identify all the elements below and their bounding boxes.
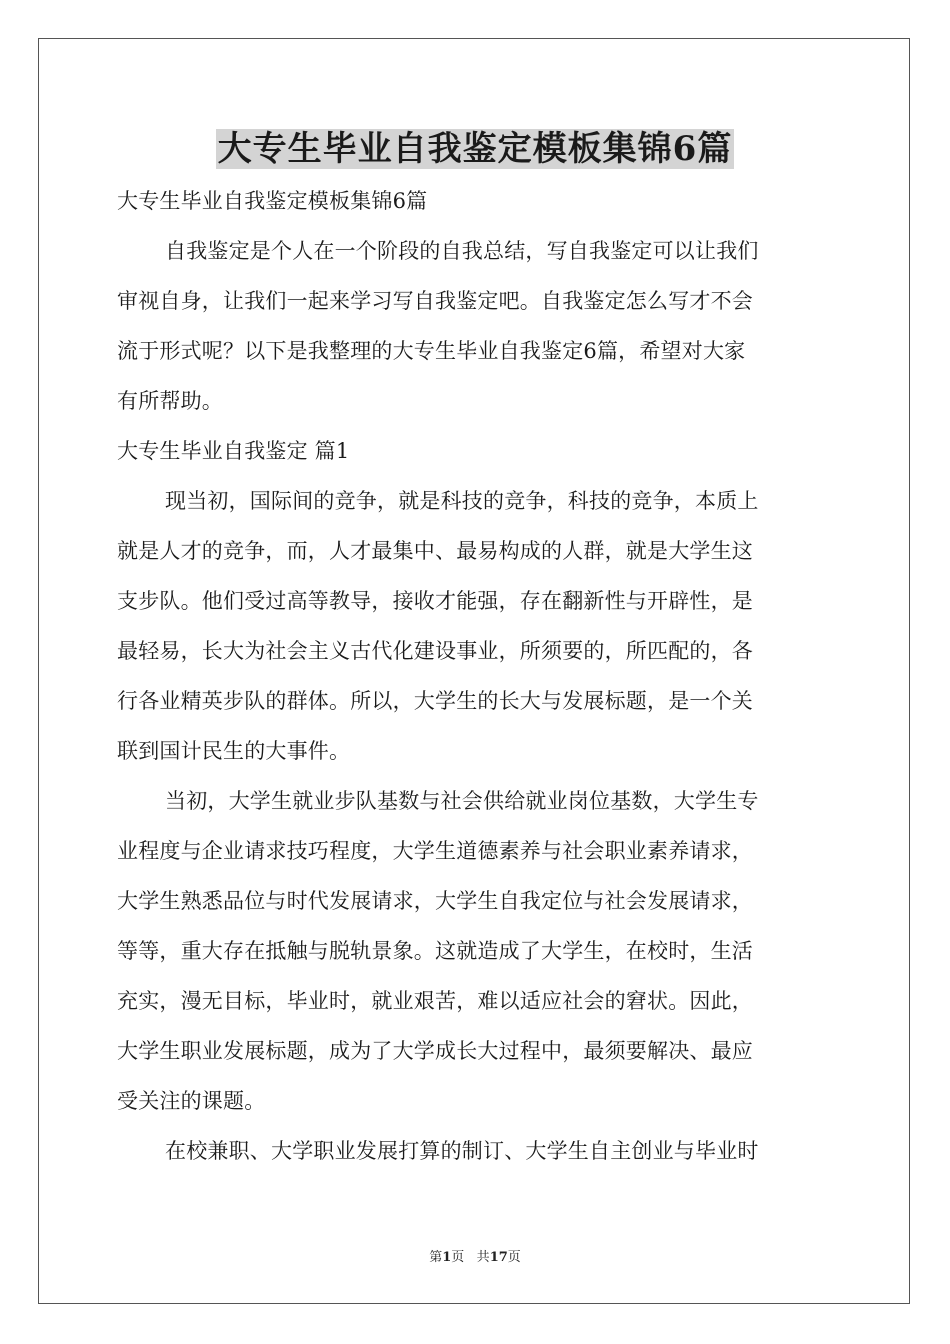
body-line: 自我鉴定是个人在一个阶段的自我总结，写自我鉴定可以让我们 <box>165 239 759 263</box>
section-heading: 大专生毕业自我鉴定 篇1 <box>117 439 350 463</box>
body-line: 在校兼职、大学职业发展打算的制订、大学生自主创业与毕业时 <box>165 1139 759 1163</box>
body-line: 大学生职业发展标题，成为了大学成长大过程中，最须要解决、最应 <box>117 1039 753 1063</box>
body-line: 审视自身，让我们一起来学习写自我鉴定吧。自我鉴定怎么写才不会 <box>117 289 753 313</box>
total-prefix: 共 <box>476 1250 490 1265</box>
page-suffix: 页 <box>451 1250 465 1265</box>
body-line: 当初，大学生就业步队基数与社会供给就业岗位基数，大学生专 <box>165 789 759 813</box>
body-line: 等等，重大存在抵触与脱轨景象。这就造成了大学生，在校时，生活 <box>117 939 753 963</box>
page-prefix: 第 <box>429 1250 443 1265</box>
total-pages: 17 <box>489 1250 508 1265</box>
body-line: 最轻易，长大为社会主义古代化建设事业，所须要的，所匹配的，各 <box>117 639 753 663</box>
body-line: 支步队。他们受过高等教导，接收才能强，存在翻新性与开辟性，是 <box>117 589 753 613</box>
body-line: 大学生熟悉品位与时代发展请求，大学生自我定位与社会发展请求， <box>117 889 753 913</box>
page-footer <box>0 1248 950 1268</box>
body-line: 受关注的课题。 <box>117 1089 266 1113</box>
page-number: 1 <box>442 1250 452 1265</box>
body-line: 业程度与企业请求技巧程度，大学生道德素养与社会职业素养请求， <box>117 839 753 863</box>
total-suffix: 页 <box>507 1250 521 1265</box>
body-line: 就是人才的竞争，而，人才最集中、最易构成的人群，就是大学生这 <box>117 539 753 563</box>
document-subtitle: 大专生毕业自我鉴定模板集锦6篇 <box>117 189 428 213</box>
body-line: 充实，漫无目标，毕业时，就业艰苦，难以适应社会的窘状。因此， <box>117 989 753 1013</box>
body-line: 联到国计民生的大事件。 <box>117 739 351 763</box>
body-line: 现当初，国际间的竞争，就是科技的竞争，科技的竞争，本质上 <box>165 489 759 513</box>
document-title <box>0 126 950 172</box>
body-line: 流于形式呢？以下是我整理的大专生毕业自我鉴定6篇，希望对大家 <box>117 339 746 363</box>
body-line: 有所帮助。 <box>117 389 223 413</box>
document-title-text: 大专生毕业自我鉴定模板集锦6篇 <box>217 129 733 169</box>
body-line: 行各业精英步队的群体。所以，大学生的长大与发展标题，是一个关 <box>117 689 753 713</box>
document-body <box>117 176 833 1176</box>
